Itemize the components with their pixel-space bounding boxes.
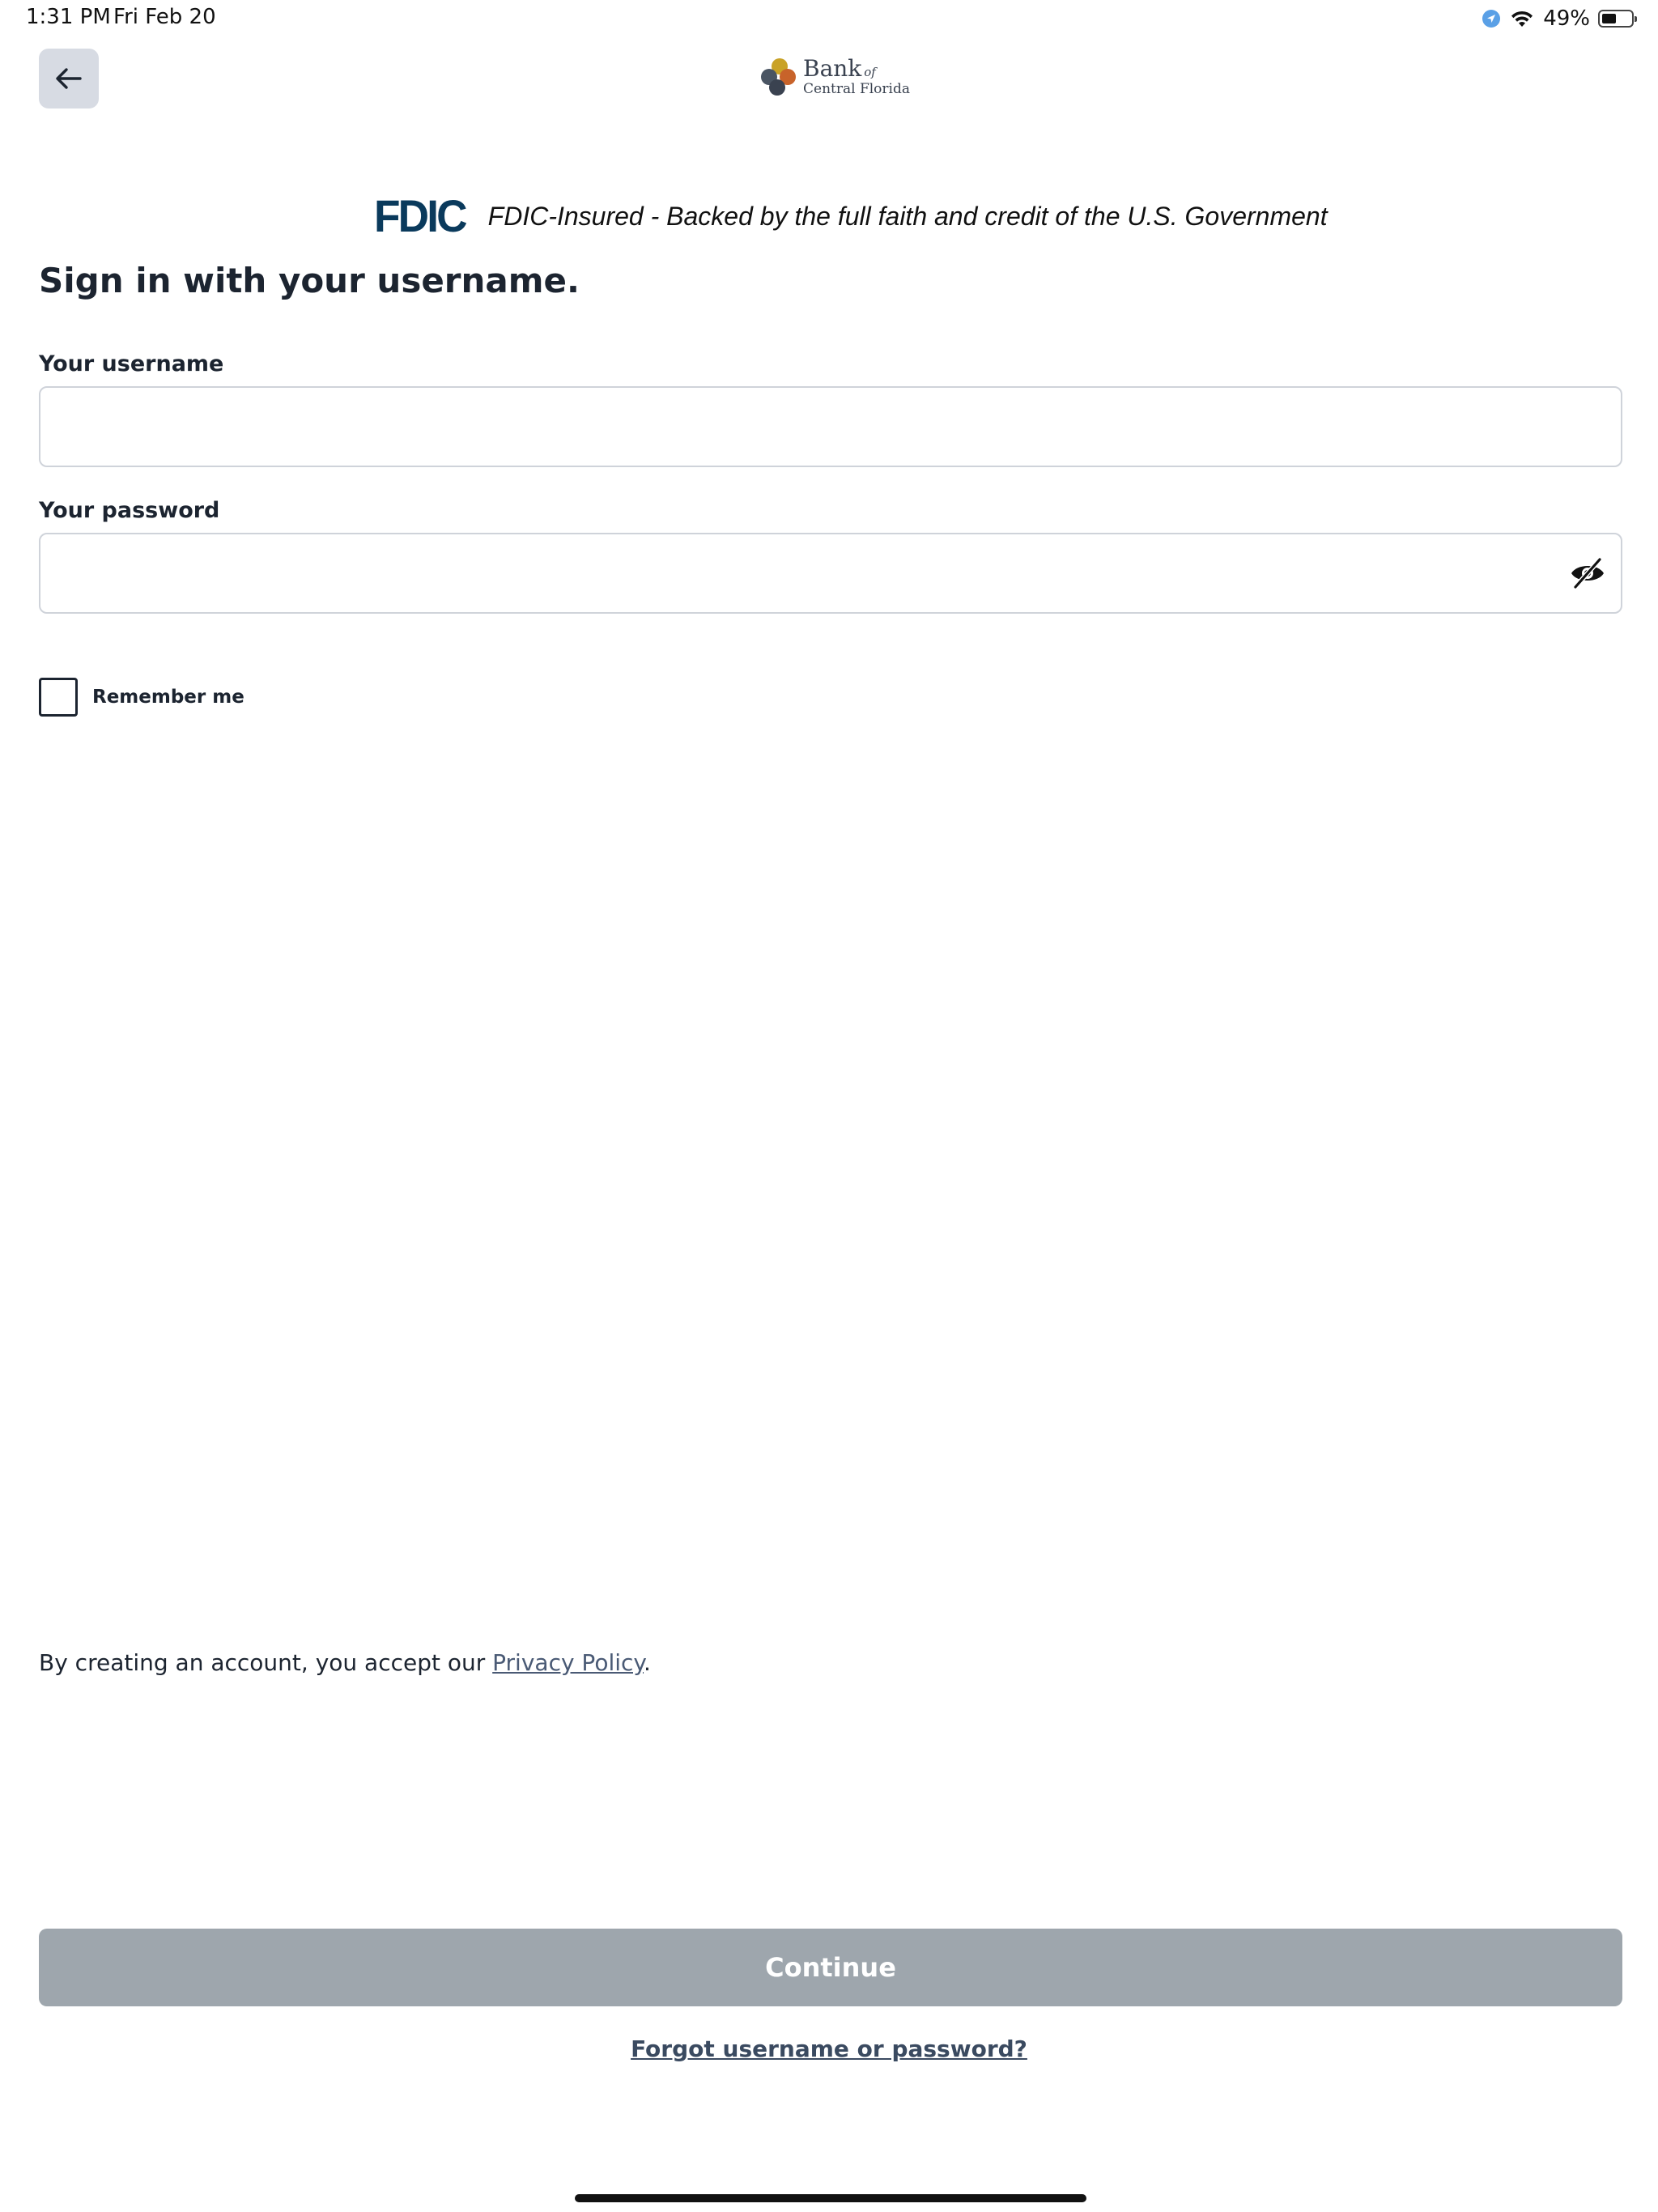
brand-subtitle: Central Florida — [803, 81, 910, 97]
password-input[interactable] — [39, 533, 1622, 614]
brand-name: Bank of — [803, 55, 876, 82]
continue-button[interactable]: Continue — [39, 1929, 1622, 2006]
fdic-tagline: FDIC-Insured - Backed by the full faith and credit of the U.S. Government — [487, 201, 1328, 231]
brand-logo — [758, 55, 910, 104]
battery-icon — [1598, 10, 1634, 28]
brand-of: of — [864, 65, 876, 79]
status-time: 1:31 PM — [26, 5, 111, 29]
wifi-icon — [1509, 9, 1535, 28]
password-label: Your password — [39, 498, 220, 523]
battery-percent: 49% — [1543, 6, 1590, 31]
status-date: Fri Feb 20 — [113, 5, 216, 29]
password-visibility-toggle[interactable] — [1567, 553, 1608, 593]
status-bar — [0, 0, 1658, 40]
page-title: Sign in with your username. — [39, 261, 580, 300]
eye-slash-icon — [1569, 557, 1606, 589]
remember-me-checkbox[interactable] — [39, 678, 78, 717]
consent-text — [39, 1649, 651, 1676]
fdic-logo: FDIC — [374, 190, 466, 241]
forgot-credentials-row — [0, 2035, 1658, 2062]
privacy-policy-link[interactable]: Privacy Policy — [492, 1649, 644, 1676]
home-indicator — [575, 2194, 1086, 2202]
location-icon — [1482, 9, 1501, 28]
remember-me-row[interactable] — [39, 678, 244, 717]
consent-suffix: . — [643, 1649, 651, 1676]
consent-prefix: By creating an account, you accept our — [39, 1649, 493, 1676]
arrow-left-icon — [53, 62, 85, 95]
username-label: Your username — [39, 351, 224, 376]
battery-fill — [1602, 14, 1616, 23]
back-button[interactable] — [39, 49, 99, 108]
fdic-banner — [374, 190, 1328, 241]
status-indicators — [1482, 6, 1634, 31]
username-input[interactable] — [39, 386, 1622, 467]
remember-me-label: Remember me — [92, 687, 244, 708]
brand-mark-icon — [758, 57, 798, 97]
forgot-credentials-link[interactable]: Forgot username or password? — [631, 2035, 1027, 2062]
